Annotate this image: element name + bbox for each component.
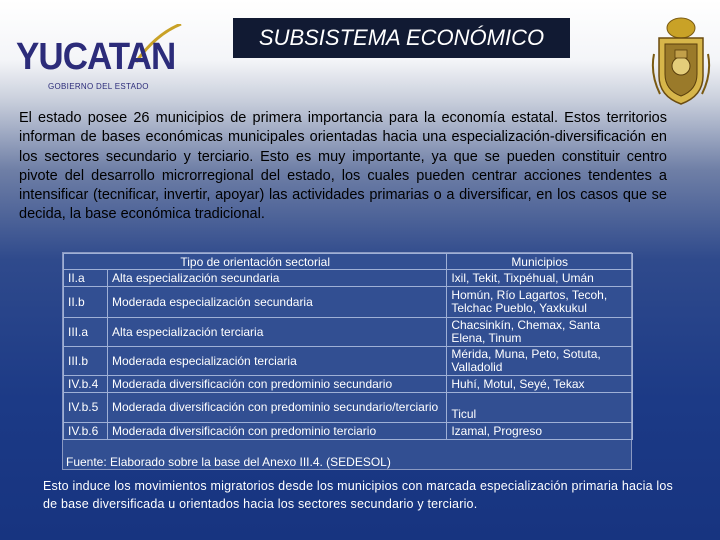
row-code: II.b xyxy=(64,287,108,318)
header-orientation: Tipo de orientación sectorial xyxy=(64,254,447,270)
row-municipios: Ticul xyxy=(447,393,633,423)
table-header-row xyxy=(64,254,633,270)
row-type: Moderada diversificación con predominio secundario xyxy=(107,376,446,393)
table-row xyxy=(64,393,633,423)
row-type: Moderada especialización terciaria xyxy=(107,347,446,376)
page-title-box xyxy=(233,18,570,58)
row-code: IV.b.6 xyxy=(64,423,108,440)
row-code: IV.b.4 xyxy=(64,376,108,393)
row-municipios: Ixil, Tekit, Tixpéhual, Umán xyxy=(447,270,633,287)
row-municipios: Mérida, Muna, Peto, Sotuta, Valladolid xyxy=(447,347,633,376)
row-municipios: Izamal, Progreso xyxy=(447,423,633,440)
table-row xyxy=(64,270,633,287)
row-code: II.a xyxy=(64,270,108,287)
logo-subtitle: GOBIERNO DEL ESTADO xyxy=(48,82,149,91)
row-code: III.a xyxy=(64,318,108,347)
yucatan-logo xyxy=(16,24,191,96)
row-type: Moderada diversificación con predominio secundario/terciario xyxy=(107,393,446,423)
table-row xyxy=(64,287,633,318)
row-type: Moderada diversificación con predominio terciario xyxy=(107,423,446,440)
table-row xyxy=(64,318,633,347)
row-type: Alta especialización secundaria xyxy=(107,270,446,287)
header-municipios: Municipios xyxy=(447,254,633,270)
row-code: IV.b.5 xyxy=(64,393,108,423)
row-type: Moderada especialización secundaria xyxy=(107,287,446,318)
orientation-table xyxy=(62,252,632,470)
row-municipios: Homún, Río Lagartos, Tecoh, Telchac Pueblo, Yaxkukul xyxy=(447,287,633,318)
logo-word: YUCATAN xyxy=(16,36,176,78)
state-seal-icon xyxy=(650,14,712,106)
row-type: Alta especialización terciaria xyxy=(107,318,446,347)
intro-paragraph: El estado posee 26 municipios de primera importancia para la economía estatal. Estos territorios informan de bases económicas municipales orientadas hacia una especialización-diversificación en los sectores secundario y terciario. Esto es muy importante, ya que se pueden constituir centro pivote del desarrollo microrregional del estado, los cuales pueden centrar acciones tendentes a intensificar (tecnificar, invertir, apoyar) las actividades primarias o a diversificar, en los casos que se decida, la base económica tradicional. xyxy=(19,110,667,223)
table-source: Fuente: Elaborado sobre la base del Anexo III.4. (SEDESOL) xyxy=(66,455,391,469)
table-row xyxy=(64,376,633,393)
footer-paragraph: Esto induce los movimientos migratorios desde los municipios con marcada especialización primaria hacia los de base diversificada u orientados hacia los sectores secundario y terciario. xyxy=(43,479,674,511)
table-row xyxy=(64,423,633,440)
page-title: SUBSISTEMA ECONÓMICO xyxy=(258,25,545,50)
table-row xyxy=(64,347,633,376)
row-municipios: Chacsinkín, Chemax, Santa Elena, Tinum xyxy=(447,318,633,347)
row-code: III.b xyxy=(64,347,108,376)
row-municipios: Huhí, Motul, Seyé, Tekax xyxy=(447,376,633,393)
